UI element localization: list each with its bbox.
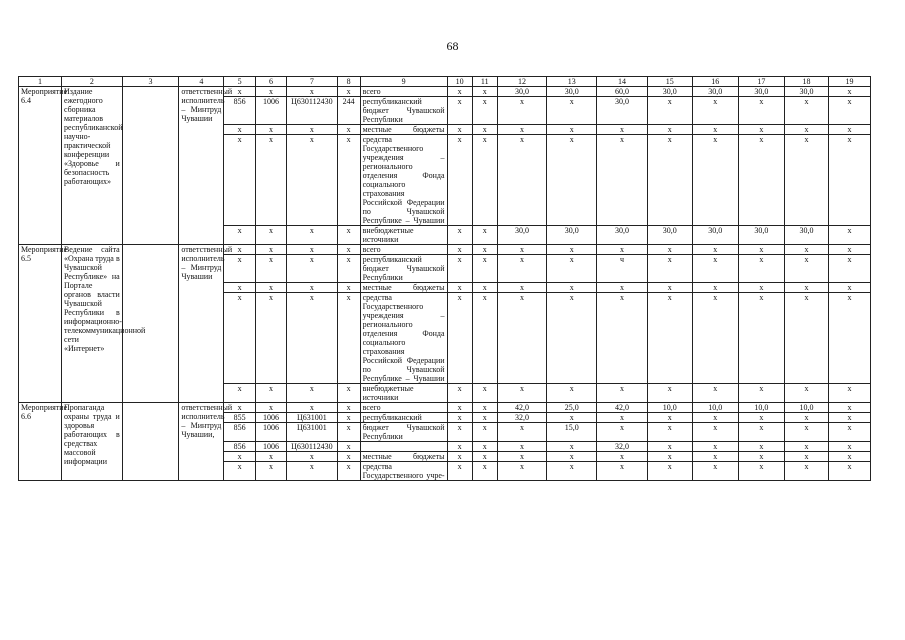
year-amount: 30,0 (597, 97, 647, 125)
year-amount: x (597, 423, 647, 442)
year-amount: 42,0 (497, 403, 546, 413)
grbs-code: x (224, 462, 255, 481)
year-amount: x (597, 384, 647, 403)
expense-type-code: x (337, 226, 360, 245)
target-article-code: x (287, 125, 337, 135)
column-number: 2 (61, 77, 122, 87)
year-amount: x (447, 283, 472, 293)
table-body (19, 77, 871, 481)
year-amount: x (447, 452, 472, 462)
year-amount: x (828, 87, 870, 97)
year-amount: x (647, 245, 692, 255)
year-amount: x (547, 442, 597, 452)
funding-source: средства Государственного учреждения – регионального отделения Фонда социального страхования Российской Федерации по Чувашской Республике – Чувашии (360, 135, 447, 226)
target-article-code: x (287, 452, 337, 462)
expense-type-code: x (337, 423, 360, 442)
expense-type-code: x (337, 293, 360, 384)
funding-source: всего (360, 245, 447, 255)
grbs-code: x (224, 245, 255, 255)
section-code: 1006 (255, 423, 286, 442)
year-amount: x (738, 125, 784, 135)
year-amount: x (784, 452, 828, 462)
year-amount: x (784, 423, 828, 442)
expense-type-code: x (337, 87, 360, 97)
year-amount: 30,0 (692, 226, 738, 245)
grbs-code: 856 (224, 442, 255, 452)
section-code: x (255, 283, 286, 293)
year-amount: x (472, 245, 497, 255)
year-amount: 15,0 (547, 423, 597, 442)
year-amount: x (738, 442, 784, 452)
column-number: 5 (224, 77, 255, 87)
column-number: 8 (337, 77, 360, 87)
year-amount: x (497, 384, 546, 403)
expense-type-code: x (337, 255, 360, 283)
year-amount: x (738, 283, 784, 293)
year-amount: x (828, 135, 870, 226)
year-amount: x (547, 293, 597, 384)
year-amount: x (447, 442, 472, 452)
section-code: x (255, 384, 286, 403)
year-amount: x (738, 452, 784, 462)
year-amount: x (472, 97, 497, 125)
year-amount: x (447, 226, 472, 245)
target-article-code: Ц631001 (287, 413, 337, 423)
measure-code: Мероприятие 6.6 (19, 403, 62, 481)
year-amount: x (472, 283, 497, 293)
year-amount: x (547, 283, 597, 293)
grbs-code: 856 (224, 423, 255, 442)
expense-type-code: x (337, 125, 360, 135)
year-amount: x (497, 283, 546, 293)
section-code: x (255, 125, 286, 135)
co-executor-cell (122, 245, 179, 403)
year-amount: 30,0 (692, 87, 738, 97)
year-amount: x (828, 245, 870, 255)
year-amount: x (472, 255, 497, 283)
column-number: 17 (738, 77, 784, 87)
year-amount: 30,0 (784, 226, 828, 245)
budget-table (18, 76, 871, 481)
grbs-code: x (224, 226, 255, 245)
year-amount: x (692, 413, 738, 423)
table-row (19, 245, 871, 255)
grbs-code: x (224, 255, 255, 283)
target-article-code: x (287, 403, 337, 413)
year-amount: x (547, 97, 597, 125)
grbs-code: x (224, 135, 255, 226)
year-amount: x (784, 255, 828, 283)
grbs-code: 856 (224, 97, 255, 125)
funding-source: всего (360, 403, 447, 413)
column-number-row (19, 77, 871, 87)
year-amount: x (472, 125, 497, 135)
year-amount: x (597, 293, 647, 384)
funding-source: всего (360, 87, 447, 97)
funding-source: средства Государственного учреждения – регионального отделения Фонда социального страхования Российской Федерации по Чувашской Республике – Чувашии (360, 293, 447, 384)
year-amount: 10,0 (738, 403, 784, 413)
year-amount: x (828, 452, 870, 462)
column-number: 3 (122, 77, 179, 87)
section-code: x (255, 403, 286, 413)
year-amount: 10,0 (784, 403, 828, 413)
year-amount: x (447, 87, 472, 97)
year-amount: x (738, 293, 784, 384)
funding-source: республиканский бюджет Чувашской Республики (360, 255, 447, 283)
expense-type-code: x (337, 462, 360, 481)
target-article-code: x (287, 462, 337, 481)
target-article-code: Ц630112430 (287, 97, 337, 125)
year-amount: 32,0 (497, 413, 546, 423)
table-row (19, 403, 871, 413)
year-amount: x (447, 135, 472, 226)
year-amount: x (597, 135, 647, 226)
column-number: 7 (287, 77, 337, 87)
year-amount: x (472, 293, 497, 384)
year-amount: 30,0 (547, 226, 597, 245)
year-amount: x (828, 442, 870, 452)
expense-type-code: 244 (337, 97, 360, 125)
column-number: 13 (547, 77, 597, 87)
year-amount: x (597, 283, 647, 293)
section-code: x (255, 462, 286, 481)
year-amount: x (497, 255, 546, 283)
funding-source: местные бюджеты (360, 452, 447, 462)
target-article-code: x (287, 226, 337, 245)
measure-name: Ведение сайта «Охрана труда в Чувашской Республике» на Портале органов власти Чувашской Республики в информационно-телекоммуникационной сети «Интернет» (61, 245, 122, 403)
year-amount: x (738, 135, 784, 226)
year-amount: x (828, 413, 870, 423)
column-number: 16 (692, 77, 738, 87)
year-amount: x (692, 255, 738, 283)
year-amount: x (784, 97, 828, 125)
year-amount: x (784, 245, 828, 255)
year-amount: x (447, 293, 472, 384)
year-amount: 30,0 (738, 87, 784, 97)
year-amount: x (497, 293, 546, 384)
measure-code: Мероприятие 6.5 (19, 245, 62, 403)
year-amount: x (447, 97, 472, 125)
column-number: 14 (597, 77, 647, 87)
year-amount: x (447, 125, 472, 135)
year-amount: x (784, 413, 828, 423)
year-amount: 10,0 (692, 403, 738, 413)
grbs-code: x (224, 125, 255, 135)
year-amount: x (692, 423, 738, 442)
year-amount: x (828, 462, 870, 481)
funding-source (360, 442, 447, 452)
year-amount: x (647, 283, 692, 293)
expense-type-code: x (337, 245, 360, 255)
funding-source: бюджет Чувашской Республики (360, 423, 447, 442)
page-number: 68 (446, 39, 459, 53)
co-executor-cell (122, 87, 179, 245)
column-number: 12 (497, 77, 546, 87)
year-amount: x (692, 462, 738, 481)
year-amount: x (447, 403, 472, 413)
year-amount: x (547, 462, 597, 481)
year-amount: 30,0 (647, 226, 692, 245)
year-amount: x (472, 462, 497, 481)
year-amount: x (647, 293, 692, 384)
year-amount: x (472, 384, 497, 403)
year-amount: x (497, 423, 546, 442)
funding-source: местные бюджеты (360, 283, 447, 293)
grbs-code: 855 (224, 413, 255, 423)
column-number: 11 (472, 77, 497, 87)
year-amount: x (647, 413, 692, 423)
target-article-code: x (287, 87, 337, 97)
year-amount: x (472, 442, 497, 452)
responsible-executor: ответственный исполнитель – Минтруд Чувашии, (179, 403, 224, 481)
year-amount: x (597, 413, 647, 423)
year-amount: x (738, 423, 784, 442)
year-amount: x (828, 283, 870, 293)
year-amount: x (472, 452, 497, 462)
expense-type-code: x (337, 403, 360, 413)
year-amount: x (472, 423, 497, 442)
year-amount: x (784, 384, 828, 403)
year-amount: x (647, 97, 692, 125)
year-amount: x (497, 135, 546, 226)
grbs-code: x (224, 384, 255, 403)
year-amount: 30,0 (784, 87, 828, 97)
grbs-code: x (224, 452, 255, 462)
year-amount: x (597, 452, 647, 462)
target-article-code: x (287, 255, 337, 283)
year-amount: 60,0 (597, 87, 647, 97)
column-number: 15 (647, 77, 692, 87)
column-number: 10 (447, 77, 472, 87)
year-amount: x (472, 403, 497, 413)
year-amount: 42,0 (597, 403, 647, 413)
funding-source: средства Государственного учре- (360, 462, 447, 481)
expense-type-code: x (337, 283, 360, 293)
year-amount: 30,0 (738, 226, 784, 245)
expense-type-code: x (337, 384, 360, 403)
year-amount: 25,0 (547, 403, 597, 413)
year-amount: x (447, 462, 472, 481)
year-amount: x (828, 384, 870, 403)
year-amount: x (647, 255, 692, 283)
year-amount: x (738, 462, 784, 481)
year-amount: x (784, 283, 828, 293)
funding-source: внебюджетные источники (360, 384, 447, 403)
year-amount: 32,0 (597, 442, 647, 452)
year-amount: x (784, 462, 828, 481)
year-amount: x (647, 423, 692, 442)
section-code: x (255, 293, 286, 384)
year-amount: x (547, 384, 597, 403)
year-amount: x (447, 384, 472, 403)
section-code: 1006 (255, 97, 286, 125)
year-amount: 30,0 (597, 226, 647, 245)
section-code: 1006 (255, 413, 286, 423)
grbs-code: x (224, 293, 255, 384)
target-article-code: x (287, 384, 337, 403)
responsible-executor: ответственный исполнитель – Минтруд Чувашии (179, 87, 224, 245)
year-amount: x (692, 135, 738, 226)
year-amount: x (472, 413, 497, 423)
target-article-code: x (287, 283, 337, 293)
year-amount: x (828, 423, 870, 442)
expense-type-code: x (337, 413, 360, 423)
column-number: 19 (828, 77, 870, 87)
year-amount: x (828, 226, 870, 245)
year-amount: x (738, 245, 784, 255)
year-amount: ч (597, 255, 647, 283)
funding-source: местные бюджеты (360, 125, 447, 135)
year-amount: x (447, 413, 472, 423)
section-code: x (255, 245, 286, 255)
year-amount: x (447, 245, 472, 255)
grbs-code: x (224, 403, 255, 413)
year-amount: x (828, 293, 870, 384)
year-amount: x (647, 462, 692, 481)
funding-source: республиканский (360, 413, 447, 423)
year-amount: x (547, 255, 597, 283)
year-amount: x (547, 125, 597, 135)
year-amount: x (597, 125, 647, 135)
year-amount: x (547, 452, 597, 462)
year-amount: x (547, 413, 597, 423)
year-amount: x (547, 245, 597, 255)
table-row (19, 87, 871, 97)
year-amount: 10,0 (647, 403, 692, 413)
section-code: x (255, 135, 286, 226)
measure-code: Мероприятие 6.4 (19, 87, 62, 245)
year-amount: x (597, 245, 647, 255)
column-number: 1 (19, 77, 62, 87)
year-amount: 30,0 (497, 226, 546, 245)
year-amount: x (447, 255, 472, 283)
year-amount: x (647, 125, 692, 135)
section-code: x (255, 87, 286, 97)
year-amount: x (497, 442, 546, 452)
year-amount: x (828, 403, 870, 413)
year-amount: x (738, 384, 784, 403)
column-number: 4 (179, 77, 224, 87)
year-amount: x (692, 125, 738, 135)
target-article-code: x (287, 293, 337, 384)
year-amount: x (784, 125, 828, 135)
year-amount: x (692, 293, 738, 384)
year-amount: x (692, 442, 738, 452)
section-code: x (255, 452, 286, 462)
year-amount: x (692, 97, 738, 125)
year-amount: x (497, 97, 546, 125)
year-amount: x (497, 462, 546, 481)
co-executor-cell (122, 403, 179, 481)
column-number: 6 (255, 77, 286, 87)
year-amount: x (738, 413, 784, 423)
section-code: x (255, 226, 286, 245)
year-amount: x (692, 384, 738, 403)
year-amount: x (447, 423, 472, 442)
year-amount: x (784, 135, 828, 226)
column-number: 18 (784, 77, 828, 87)
year-amount: x (472, 226, 497, 245)
expense-type-code: x (337, 442, 360, 452)
funding-source: внебюджетные источники (360, 226, 447, 245)
year-amount: x (497, 125, 546, 135)
year-amount: x (472, 87, 497, 97)
year-amount: x (647, 135, 692, 226)
measure-name: Издание ежегодного сборника материалов республиканской научно-практической конференции «Здоровье и безопасность работающих» (61, 87, 122, 245)
expense-type-code: x (337, 135, 360, 226)
year-amount: x (692, 283, 738, 293)
year-amount: x (828, 97, 870, 125)
year-amount: x (784, 293, 828, 384)
year-amount: x (647, 384, 692, 403)
year-amount: x (597, 462, 647, 481)
expense-type-code: x (337, 452, 360, 462)
year-amount: x (547, 135, 597, 226)
target-article-code: Ц630112430 (287, 442, 337, 452)
year-amount: x (784, 442, 828, 452)
target-article-code: Ц631001 (287, 423, 337, 442)
year-amount: x (828, 125, 870, 135)
year-amount: x (647, 442, 692, 452)
funding-source: республиканский бюджет Чувашской Республики (360, 97, 447, 125)
year-amount: 30,0 (647, 87, 692, 97)
year-amount: x (497, 245, 546, 255)
year-amount: 30,0 (547, 87, 597, 97)
target-article-code: x (287, 135, 337, 226)
year-amount: x (472, 135, 497, 226)
measure-name: Пропаганда охраны труда и здоровья работающих в средствах массовой информации (61, 403, 122, 481)
target-article-code: x (287, 245, 337, 255)
section-code: x (255, 255, 286, 283)
year-amount: 30,0 (497, 87, 546, 97)
column-number: 9 (360, 77, 447, 87)
year-amount: x (692, 452, 738, 462)
year-amount: x (738, 97, 784, 125)
year-amount: x (738, 255, 784, 283)
year-amount: x (647, 452, 692, 462)
responsible-executor: ответственный исполнитель – Минтруд Чувашии (179, 245, 224, 403)
grbs-code: x (224, 283, 255, 293)
year-amount: x (692, 245, 738, 255)
section-code: 1006 (255, 442, 286, 452)
grbs-code: x (224, 87, 255, 97)
year-amount: x (828, 255, 870, 283)
year-amount: x (497, 452, 546, 462)
